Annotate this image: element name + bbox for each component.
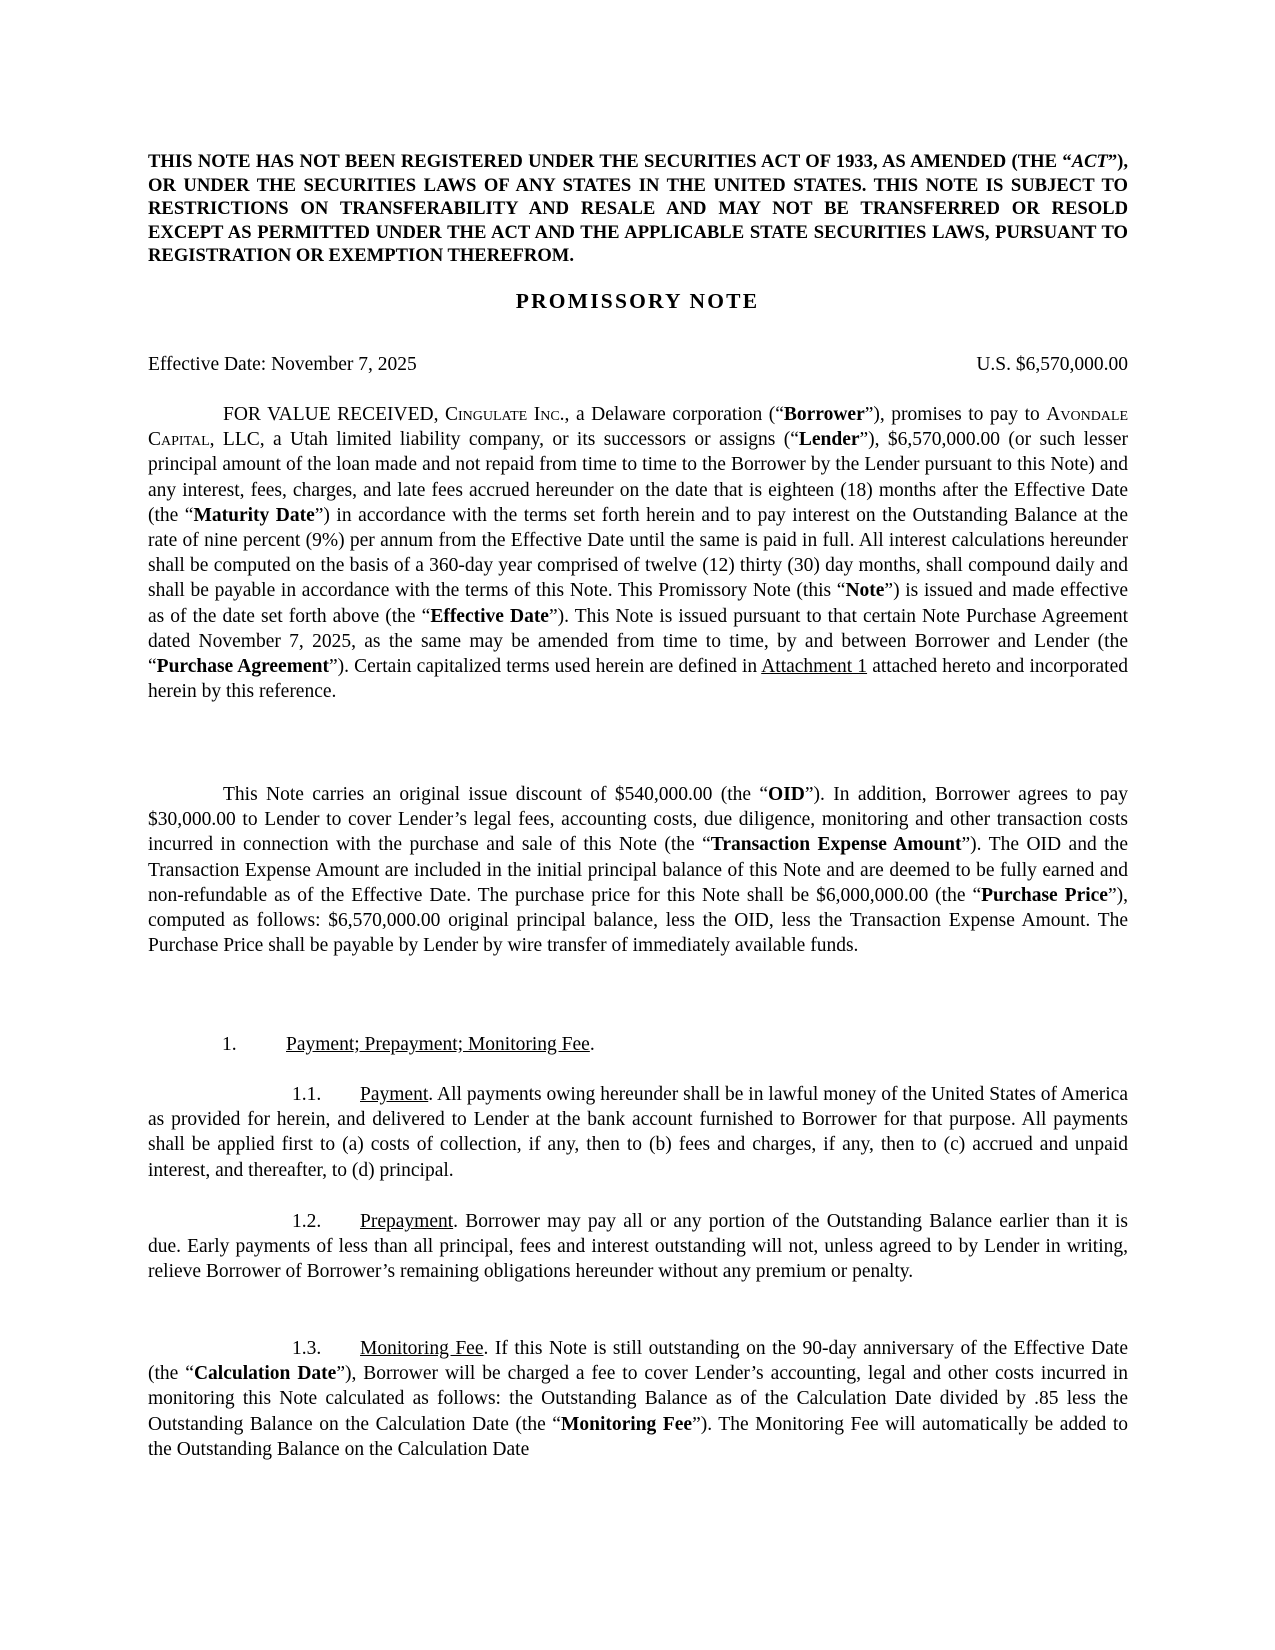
opening-paragraph: FOR VALUE RECEIVED, Cingulate Inc., a Delaware corporation (“Borrower”), promises to pay to Avondale Capital, LLC, a Utah limited liability company, or its successors or assigns (“Lender”), $6,570,000.00 (or such lesser principal amount of the loan made and not repaid from time to time to the Borrower by the Lender pursuant to this Note) and any interest, fees, charges, and late fees accrued hereunder on the date that is eighteen (18) months after the Effective Date (the “Maturity Date”) in accordance with the terms set forth herein and to pay interest on the Outstanding Balance at the rate of nine percent (9%) per annum from the Effective Date until the same is paid in full. All interest calculations hereunder shall be computed on the basis of a 360-day year comprised of twelve (12) thirty (30) day months, shall compound daily and shall be payable in accordance with the terms of this Note. This Promissory Note (this “Note”) is issued and made effective as of the date set forth above (the “Effective Date”). This Note is issued pursuant to that certain Note Purchase Agreement dated November 7, 2025, as the same may be amended from time to time, by and between Borrower and Lender (the “Purchase Agreement”). Certain capitalized terms used herein are defined in Attachment 1 attached hereto and incorporated herein by this reference. [148, 404, 1129, 703]
defined-term-effective-date: Effective Date [430, 605, 549, 627]
document-title: PROMISSORY NOTE [515, 289, 760, 313]
subsection-title-monitoring-fee: Monitoring Fee [360, 1338, 484, 1359]
legend-text-continued: ”), OR UNDER THE SECURITIES LAWS OF ANY STATES IN THE UNITED STATES. THIS NOTE IS SUBJECT TO RESTRICTIONS ON TRANSFERABILITY AND RESALE AND MAY NOT BE TRANSFERRED OR RESOLD EXCEPT AS PERMITTED UNDER THE ACT AND THE APPLICABLE STATE SECURITIES LAWS, PURSUANT TO REGISTRATION OR EXEMPTION THEREFROM. [148, 151, 1128, 266]
subsection-title-prepayment: Prepayment [360, 1211, 454, 1232]
subsection-number: 1.1. [292, 1084, 322, 1105]
defined-term-borrower: Borrower [783, 404, 865, 425]
attachment-reference: Attachment 1 [761, 656, 868, 678]
defined-term-purchase-agreement: Purchase Agreement [156, 656, 329, 678]
defined-term-calculation-date: Calculation Date [193, 1363, 337, 1385]
section-1-1: 1.1. Payment. All payments owing hereunder shall be in lawful money of the United States of America as provided for herein, and delivered to Lender at the bank account furnished to Borrower for that purpose. All payments shall be applied first to (a) costs of collection, if any, then to (b) fees and charges, if any, then to (c) accrued and unpaid interest, and thereafter, to (d) principal. [148, 1084, 1128, 1181]
borrower-name: Cingulate Inc. [444, 404, 565, 425]
section-title: Payment; Prepayment; Monitoring Fee [286, 1034, 590, 1055]
defined-term-lender: Lender [798, 429, 860, 451]
oid-paragraph: This Note carries an original issue discount of $540,000.00 (the “OID”). In addition, Borrower agrees to pay $30,000.00 to Lender to cover Lender’s legal fees, accounting costs, due diligence, monitoring and other transaction costs incurred in connection with the purchase and sale of this Note (the “Transaction Expense Amount”). The OID and the Transaction Expense Amount are included in the initial principal balance of this Note and are deemed to be fully earned and non-refundable as of the Effective Date. The purchase price for this Note shall be $6,000,000.00 (the “Purchase Price”), computed as follows: $6,570,000.00 original principal balance, less the OID, less the Transaction Expense Amount. The Purchase Price shall be payable by Lender by wire transfer of immediately available funds. [148, 784, 1128, 957]
section-1-2: 1.2. Prepayment. Borrower may pay all or any portion of the Outstanding Balance earlier than it is due. Early payments of less than all principal, fees and interest outstanding will not, unless agreed to by Lender in writing, relieve Borrower of Borrower’s remaining obligations hereunder without any premium or penalty. [148, 1211, 1128, 1283]
defined-term-transaction-expense-amount: Transaction Expense Amount [710, 834, 962, 856]
section-number: 1. [222, 1034, 237, 1055]
defined-term-purchase-price: Purchase Price [981, 884, 1108, 906]
defined-term-maturity-date: Maturity Date [193, 504, 315, 526]
principal-amount: U.S. $6,570,000.00 [976, 354, 1128, 375]
legend-text: THIS NOTE HAS NOT BEEN REGISTERED UNDER THE SECURITIES ACT OF 1933, AS AMENDED (THE “ [148, 151, 1072, 172]
subsection-title-payment: Payment [360, 1084, 429, 1105]
effective-date: Effective Date: November 7, 2025 [148, 354, 417, 375]
subsection-number: 1.3. [292, 1338, 322, 1359]
subsection-number: 1.2. [292, 1211, 322, 1232]
date-amount-line [148, 352, 1128, 378]
section-1-3: 1.3. Monitoring Fee. If this Note is still outstanding on the 90-day anniversary of the Effective Date (the “Calculation Date”), Borrower will be charged a fee to cover Lender’s accounting, legal and other costs incurred in monitoring this Note calculated as follows: the Outstanding Balance as of the Calculation Date divided by .85 less the Outstanding Balance on the Calculation Date (the “Monitoring Fee”). The Monitoring Fee will automatically be added to the Outstanding Balance on the Calculation Date [148, 1338, 1129, 1460]
defined-term-monitoring-fee: Monitoring Fee [560, 1413, 693, 1435]
securities-legend [148, 150, 1128, 268]
legend-act-term: ACT [1071, 151, 1108, 172]
lender-name: Avondale Capital [148, 404, 1129, 451]
section-1-heading: 1. Payment; Prepayment; Monitoring Fee. [222, 1032, 595, 1057]
defined-term-note: Note [845, 580, 885, 602]
defined-term-oid: OID [768, 784, 805, 805]
